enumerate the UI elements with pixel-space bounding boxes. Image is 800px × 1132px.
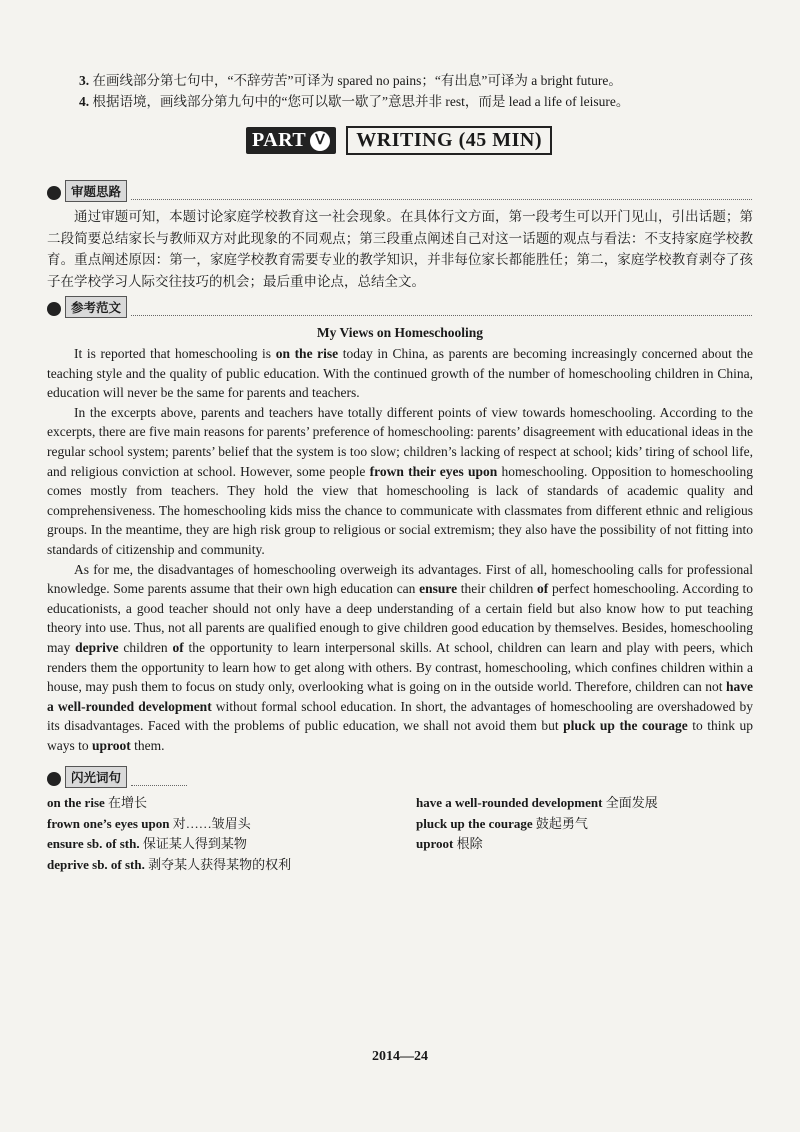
phrase-english: on the rise (47, 795, 105, 810)
phrase-english: frown one’s eyes upon (47, 815, 170, 831)
translation-note-3 (79, 72, 622, 90)
essay-text: children (118, 639, 173, 655)
page-number: 2014—24 (372, 1049, 428, 1064)
phrase-chinese: 保证某人得到某物 (139, 836, 247, 851)
phrase-chinese: 根除 (453, 836, 483, 851)
essay-text: them. (130, 737, 165, 753)
section-divider (131, 198, 752, 200)
phrase-item (416, 834, 753, 855)
phrase-item (47, 855, 416, 876)
phrase-chinese: 在增长 (104, 795, 148, 810)
phrase-list (47, 793, 753, 875)
phrase-item (47, 834, 416, 855)
note-text: 在画线部分第七句中，“不辞劳苦”可译为 spared no pains；“有出息”可译为 a bright future。 (92, 73, 622, 88)
highlight-phrase: uproot (92, 737, 131, 753)
essay-paragraph-3 (47, 560, 753, 756)
phrase-column-right (416, 793, 753, 875)
highlight-phrase: ensure (419, 581, 458, 597)
highlight-phrase: of (537, 581, 549, 597)
phrase-chinese: 全面发展 (602, 795, 658, 810)
bullet-icon (47, 302, 61, 316)
essay-body (47, 344, 753, 755)
phrase-english: have a well-rounded development (416, 795, 603, 810)
essay-text: homeschooling. Opposition to homeschooling comes mostly from teachers. They hold the view that homeschooling is lack of standards of academic quality and comprehensiveness. The homeschooling kids miss the chance to communicate with classmates from different ethnic and religious groups. In the meantime, they are high risk group to religious or social extremism; they also have the possibility of not fitting into standards of citizenship and community. (47, 463, 753, 557)
section-divider (131, 314, 752, 316)
phrase-english: uproot (416, 836, 454, 851)
section-label-phrases (47, 766, 187, 788)
essay-paragraph-1 (47, 344, 753, 403)
part-numeral-icon: Ⅴ (310, 131, 330, 151)
section-label-sample-essay (47, 296, 752, 318)
section-divider (131, 784, 187, 786)
translation-note-4 (79, 93, 629, 111)
part-header (246, 126, 552, 155)
section-tag: 审题思路 (65, 180, 127, 202)
section-tag: 闪光词句 (65, 766, 127, 788)
phrase-item (47, 814, 416, 835)
essay-text: the opportunity to learn interpersonal skills. At school, children can learn and play with peers, which renders them the opportunity to learn how to get along with others. By contrast, homeschooling, which confines children within a house, may push them to focus on study only, overlooking what is going on in the outside world. Therefore, children can not (47, 639, 753, 695)
section-label-analysis (47, 180, 752, 202)
essay-text: It is reported that homeschooling is (74, 346, 276, 361)
phrase-column-left (47, 793, 416, 875)
highlight-phrase: pluck up the courage (563, 718, 688, 734)
highlight-phrase: deprive (75, 639, 119, 655)
section-tag: 参考范文 (65, 296, 127, 318)
phrase-english: pluck up the courage (416, 815, 533, 831)
essay-text: their children (457, 581, 538, 597)
phrase-chinese: 鼓起勇气 (532, 815, 588, 831)
essay-paragraph-2 (47, 403, 753, 560)
essay-text: to think up ways to (47, 718, 753, 753)
highlight-phrase: frown their eyes upon (369, 463, 498, 479)
note-number: 4. (79, 94, 90, 109)
bullet-icon (47, 772, 61, 786)
note-number: 3. (79, 73, 90, 88)
part-badge-label: PART (252, 129, 307, 151)
phrase-english: deprive sb. of sth. (47, 856, 145, 872)
part-title: WRITING (45 MIN) (346, 126, 552, 155)
phrase-english: ensure sb. of sth. (47, 836, 140, 851)
essay-text: In the excerpts above, parents and teachers have totally different points of view towards homeschooling. According to the excerpts, there are five main reasons for parents’ preference of homeschooling: parents’ disagreement with educational ideas in the regular school system; parents’ belief that the system is too slow; children’s lacking of respect at school; kids’ tiring of school life, and religious conviction at school. However, some people (47, 404, 753, 479)
essay-text: perfect homeschooling. According to educationists, a good teacher should not only have a deep understanding of a certain field but also know how to put teaching theory into use. Thus, not all parents are qualified enough to give children good education by themselves. Besides, homeschooling may (47, 581, 753, 655)
essay-text: without formal school education. In short, the advantages of homeschooling are overshadowed by its disadvantages. Faced with the problems of public education, we shall not avoid them but (47, 698, 753, 734)
bullet-icon (47, 186, 61, 200)
note-text: 根据语境，画线部分第九句中的“您可以歇一歇了”意思并非 rest，而是 lead a life of leisure。 (92, 94, 630, 109)
phrase-chinese: 剥夺某人获得某物的权利 (144, 856, 292, 872)
highlight-phrase: of (172, 639, 184, 655)
highlight-phrase: have a well-rounded development (47, 679, 753, 714)
analysis-paragraph: 通过审题可知，本题讨论家庭学校教育这一社会现象。在具体行文方面，第一段考生可以开门见山，引出话题；第二段简要总结家长与教师双方对此现象的不同观点；第三段重点阐述自己对这一话题的观点与看法：不支持家庭学校教育。重点阐述原因：第一，家庭学校教育需要专业的教学知识，并非每位家长都能胜任；第二，家庭学校教育剥夺了孩子在学校学习人际交往技巧的机会；最后重申论点，总结全文。 (47, 209, 753, 289)
phrase-chinese: 对……皱眉头 (169, 815, 251, 831)
highlight-phrase: on the rise (275, 346, 339, 361)
essay-text: As for me, the disadvantages of homeschooling overweigh its advantages. First of all, homeschooling calls for professional knowledge. Some parents assume that their own high education can (47, 561, 753, 597)
phrase-item (416, 814, 753, 835)
essay-title: My Views on Homeschooling (316, 325, 484, 340)
phrase-item (416, 793, 753, 814)
essay-text: today in China, as parents are becoming increasingly concerned about the teaching style and the quality of public education. With the continued growth of the number of homeschooling children in China, education will never be the same for parents and teachers. (47, 346, 753, 401)
part-badge (246, 127, 336, 154)
phrase-item (47, 793, 416, 814)
